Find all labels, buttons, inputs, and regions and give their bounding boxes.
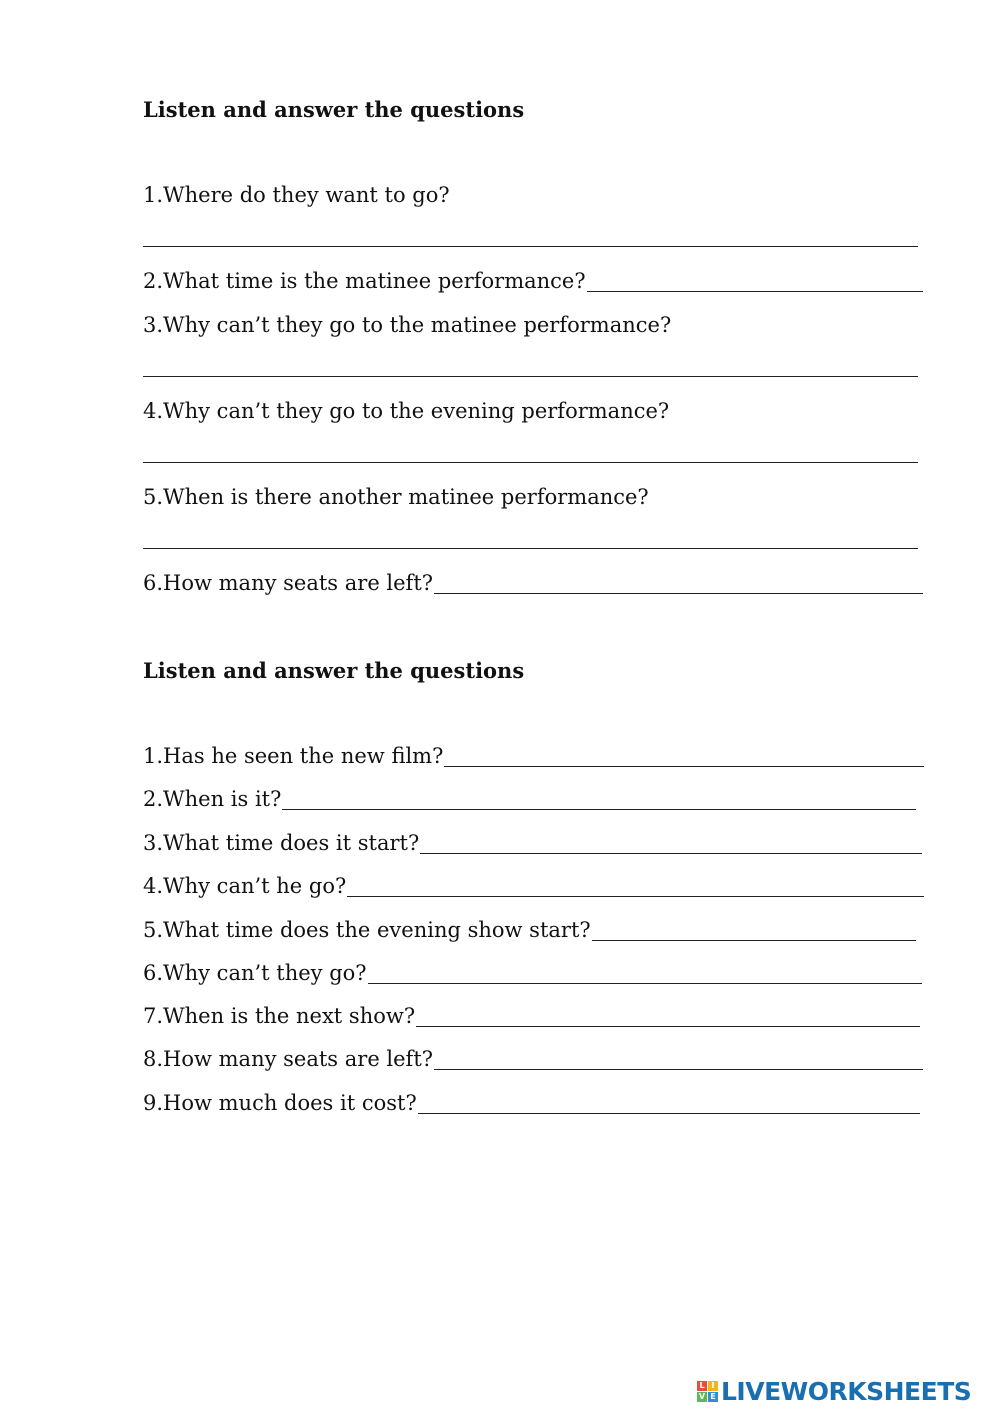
answer-line-2-1[interactable] <box>444 765 924 767</box>
answer-line-1-6[interactable] <box>434 592 923 594</box>
question-text: 2.What time is the matinee performance? <box>143 269 586 293</box>
answer-line-1-2[interactable] <box>587 290 923 292</box>
question-text: 6.How many seats are left? <box>143 571 434 595</box>
answer-line-1-3[interactable] <box>143 376 918 377</box>
question-2-1 <box>143 746 924 767</box>
question-text: 1.Has he seen the new film? <box>143 744 444 768</box>
section-1-heading: Listen and answer the questions <box>143 97 525 122</box>
question-text: 5.What time does the evening show start? <box>143 918 591 942</box>
question-2-3 <box>143 833 922 854</box>
answer-line-2-3[interactable] <box>420 852 922 854</box>
answer-line-1-4[interactable] <box>143 462 918 463</box>
question-text: 3.What time does it start? <box>143 831 420 855</box>
logo-mark-e: E <box>708 1392 718 1402</box>
answer-line-2-2[interactable] <box>282 808 916 810</box>
answer-line-2-8[interactable] <box>434 1068 923 1070</box>
question-2-2 <box>143 789 916 810</box>
question-2-9 <box>143 1093 920 1114</box>
question-text: 7.When is the next show? <box>143 1004 416 1028</box>
question-text: 9.How much does it cost? <box>143 1091 417 1115</box>
question-2-4 <box>143 876 924 897</box>
question-2-8 <box>143 1049 923 1070</box>
logo-text: LIVEWORKSHEETS <box>721 1377 972 1406</box>
answer-line-2-7[interactable] <box>416 1025 920 1027</box>
logo-mark-l: L <box>697 1381 707 1391</box>
question-1-6 <box>143 573 923 594</box>
answer-line-1-5[interactable] <box>143 548 918 549</box>
question-text: 2.When is it? <box>143 787 282 811</box>
question-text: 8.How many seats are left? <box>143 1047 434 1071</box>
answer-line-2-5[interactable] <box>592 939 916 941</box>
question-2-5 <box>143 920 916 941</box>
question-text: 4.Why can’t they go to the evening performance? <box>143 399 670 423</box>
question-text: 5.When is there another matinee performance? <box>143 485 649 509</box>
question-text: 3.Why can’t they go to the matinee performance? <box>143 313 672 337</box>
question-text: 1.Where do they want to go? <box>143 183 450 207</box>
question-text: 6.Why can’t they go? <box>143 961 367 985</box>
logo-mark-v: V <box>698 1392 706 1401</box>
question-2-7 <box>143 1006 920 1027</box>
question-1-5 <box>143 487 743 508</box>
question-1-4 <box>143 401 743 422</box>
answer-line-2-9[interactable] <box>418 1112 920 1114</box>
question-text: 4.Why can’t he go? <box>143 874 347 898</box>
logo-mark-i: I <box>708 1381 718 1391</box>
answer-line-2-4[interactable] <box>347 895 924 897</box>
question-1-2 <box>143 271 923 292</box>
answer-line-1-1[interactable] <box>143 246 918 247</box>
question-1-3 <box>143 315 743 336</box>
question-2-6 <box>143 963 922 984</box>
section-2-heading: Listen and answer the questions <box>143 658 525 683</box>
question-1-1 <box>143 185 483 206</box>
liveworksheets-logo-icon <box>697 1381 718 1402</box>
answer-line-2-6[interactable] <box>368 982 922 984</box>
liveworksheets-logo <box>697 1379 971 1404</box>
